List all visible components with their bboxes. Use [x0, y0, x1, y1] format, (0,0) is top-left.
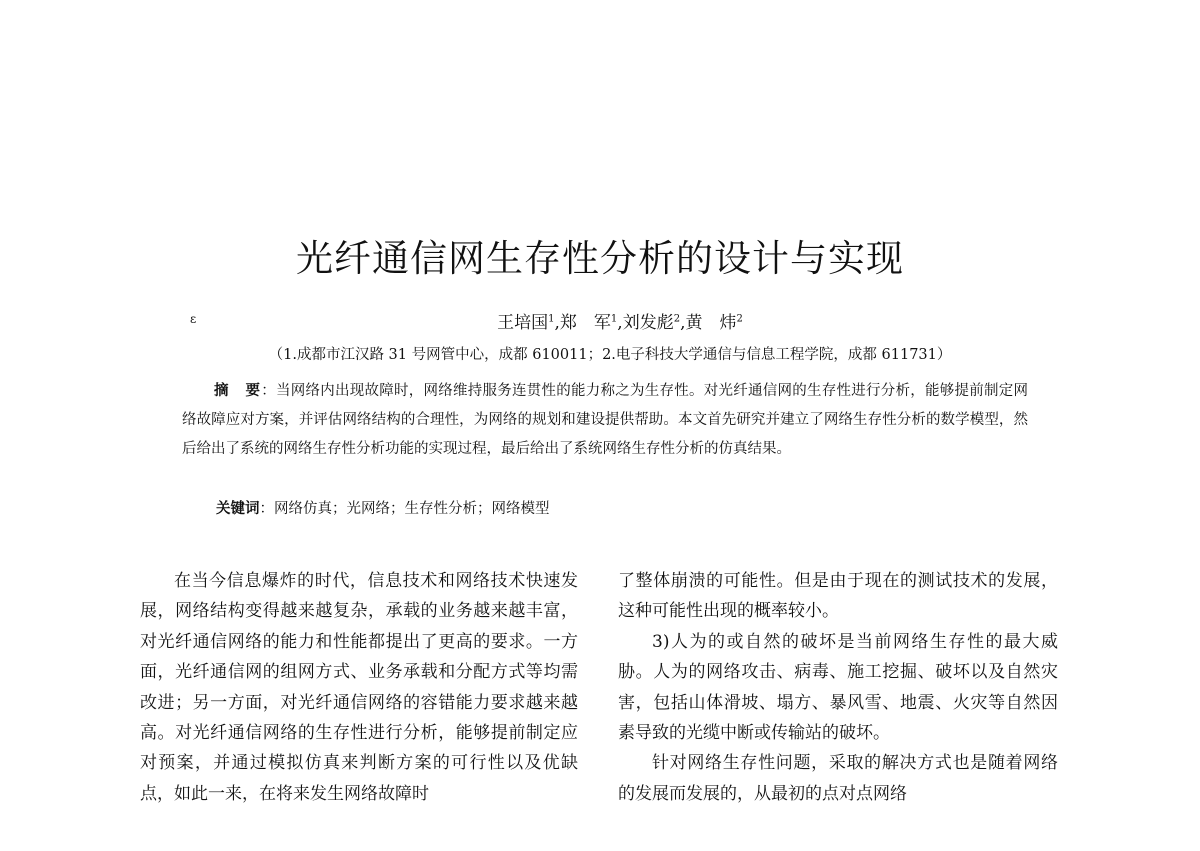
abstract-label: 摘 要	[214, 382, 262, 399]
body-paragraph: 3)人为的或自然的破坏是当前网络生存性的最大威胁。人为的网络攻击、病毒、施工挖掘、破坏以及自然灾害，包括山体滑坡、塌方、暴风雪、地震、火灾等自然因素导致的光缆中断或传输站的破坏。	[618, 631, 1058, 744]
author-affil-mark: 1	[610, 313, 618, 325]
body-column-right	[618, 566, 1058, 809]
author-affil-mark: 2	[673, 313, 681, 325]
body-paragraph: 在当今信息爆炸的时代，信息技术和网络技术快速发展，网络结构变得越来越复杂，承载的业务越来越丰富，对光纤通信网络的能力和性能都提出了更高的要求。一方面，光纤通信网的组网方式、业务承载和分配方式等均需改进；另一方面，对光纤通信网络的容错能力要求越来越高。对光纤通信网络的生存性进行分析，能够提前制定应对预案，并通过模拟仿真来判断方案的可行性以及优缺点，如此一来，在将来发生网络故障时	[140, 571, 578, 804]
paper-title: 光纤通信网生存性分析的设计与实现	[296, 237, 904, 280]
stray-mark: ε	[190, 312, 197, 326]
keywords-label: 关键词	[216, 500, 260, 517]
keywords-line	[216, 497, 550, 518]
author-affil-mark: 1	[548, 313, 555, 325]
author-name: 郑 军	[559, 313, 611, 333]
author-affil-mark: 2	[736, 313, 743, 325]
abstract-block	[182, 376, 1028, 464]
affiliation-line: （1.成都市江汉路 31 号网管中心，成都 610011；2.电子科技大学通信与信息工程学院，成都 611731）	[268, 347, 952, 363]
author-name: 刘发彪	[622, 313, 674, 333]
keywords-text: ：网络仿真；光网络；生存性分析；网络模型	[259, 501, 550, 517]
author-name: 王培国	[497, 313, 549, 333]
abstract-text: ：当网络内出现故障时，网络维持服务连贯性的能力称之为生存性。对光纤通信网的生存性进行分析，能够提前制定网络故障应对方案，并评估网络结构的合理性，为网络的规划和建设提供帮助。本文首先研究并建立了网络生存性分析的数学模型，然后给出了系统的网络生存性分析功能的实现过程，最后给出了系统网络生存性分析的仿真结果。	[182, 383, 1028, 457]
author-separator: ,	[554, 313, 560, 333]
body-paragraph: 了整体崩溃的可能性。但是由于现在的测试技术的发展，这种可能性出现的概率较小。	[618, 571, 1058, 622]
author-name: 黄 炜	[685, 313, 737, 333]
author-separator: ,	[617, 313, 623, 333]
body-paragraph: 针对网络生存性问题，采取的解决方式也是随着网络的发展而发展的，从最初的点对点网络	[618, 753, 1058, 804]
body-column-left	[140, 566, 578, 809]
author-separator: ,	[680, 313, 686, 333]
author-line	[0, 308, 1200, 333]
